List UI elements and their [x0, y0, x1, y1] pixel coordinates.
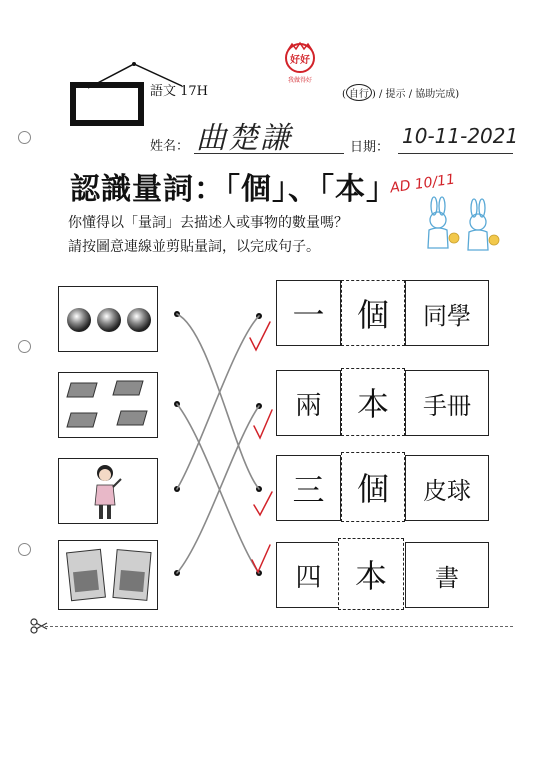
mode-rest: ) / 提示 / 協助完成) [371, 89, 460, 100]
worksheet-title: 認識量詞：「個」、「本」 [70, 172, 397, 207]
measure-cell-2[interactable]: 本 [341, 368, 405, 436]
measure-cell-3[interactable]: 個 [341, 452, 405, 522]
date-label: 日期： [350, 140, 390, 155]
instruction-line-2: 請按圖意連線並剪貼量詞，以完成句子。 [68, 239, 320, 255]
number-cell-1: 一 [276, 280, 341, 346]
noun-cell-3: 皮球 [405, 455, 489, 521]
instruction-line-1: 你懂得以「量詞」去描述人或事物的數量嗎？ [68, 215, 348, 231]
stamp-subtext: 我做得好 [287, 77, 313, 84]
date-value: 10-11-2021 [402, 124, 519, 148]
noun-cell-2: 手冊 [405, 370, 489, 436]
line-books-to-four [177, 406, 259, 573]
check-icon [254, 410, 272, 438]
stamp-text: 好好 [290, 55, 310, 66]
cut-line [40, 626, 513, 627]
mode-self-circled[interactable]: 自行 [346, 84, 372, 101]
check-icon [254, 492, 272, 515]
measure-cell-1[interactable]: 個 [341, 280, 405, 346]
measure-cell-4[interactable]: 本 [338, 538, 404, 610]
subject-code: 語文 17H [150, 84, 209, 99]
noun-cell-4: 書 [405, 542, 489, 608]
line-classmate-to-one [177, 316, 259, 489]
noun-cell-1: 同學 [405, 280, 489, 346]
number-cell-3: 三 [276, 455, 341, 521]
teacher-initials: AD 10/11 [389, 171, 456, 197]
name-label: 姓名： [150, 139, 190, 154]
number-cell-4: 四 [276, 542, 341, 608]
mode-open: ( [342, 89, 346, 100]
name-value: 曲楚謙 [196, 121, 292, 156]
number-cell-2: 兩 [276, 370, 341, 436]
check-icon [250, 322, 270, 350]
